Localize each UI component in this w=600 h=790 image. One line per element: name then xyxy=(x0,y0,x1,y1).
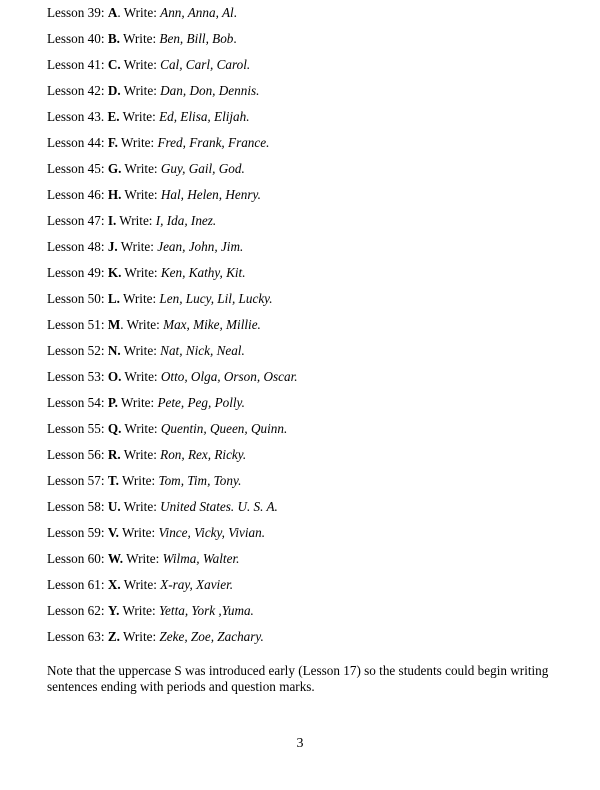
lesson-write-label: Write: xyxy=(120,57,161,72)
lesson-label: Lesson 39: xyxy=(47,5,108,20)
lesson-names: Dan, Don, Dennis. xyxy=(160,83,260,98)
lesson-label: Lesson 56: xyxy=(47,447,108,462)
lesson-line xyxy=(47,628,298,654)
lesson-letter: H. xyxy=(107,187,122,202)
lesson-label: Lesson 51: xyxy=(47,317,108,332)
lesson-names: Otto, Olga, Orson, Oscar. xyxy=(160,369,298,384)
lesson-names: Guy, Gail, God. xyxy=(160,161,245,176)
lesson-names: X-ray, Xavier. xyxy=(160,577,234,592)
lesson-line xyxy=(47,108,298,134)
lesson-label: Lesson 45: xyxy=(47,161,108,176)
lesson-write-label: Write: xyxy=(117,395,158,410)
lesson-label: Lesson 46: xyxy=(47,187,108,202)
lesson-line xyxy=(47,264,298,290)
lesson-letter: A xyxy=(107,5,118,20)
lesson-letter: N. xyxy=(107,343,121,358)
lesson-letter: E. xyxy=(107,109,120,124)
lesson-line xyxy=(47,316,298,342)
lesson-line xyxy=(47,550,298,576)
lesson-write-label: Write: xyxy=(117,135,158,150)
lesson-line xyxy=(47,160,298,186)
lesson-end: . xyxy=(233,5,237,20)
lesson-write-label: Write: xyxy=(121,265,161,280)
lesson-write-label: Write: xyxy=(118,473,159,488)
lesson-write-label: Write: xyxy=(118,525,159,540)
lesson-write-label: Write: xyxy=(119,109,160,124)
lesson-line xyxy=(47,368,298,394)
lesson-write-label: Write: xyxy=(117,239,158,254)
lesson-write-label: . Write: xyxy=(117,5,161,20)
lesson-label: Lesson 50: xyxy=(47,291,108,306)
lesson-names: Tom, Tim, Tony. xyxy=(158,473,242,488)
lesson-label: Lesson 52: xyxy=(47,343,108,358)
lesson-write-label: Write: xyxy=(119,31,160,46)
page-number: 3 xyxy=(296,736,304,751)
lesson-names: Nat, Nick, Neal. xyxy=(160,343,245,358)
lesson-write-label: Write: xyxy=(121,421,161,436)
lesson-write-label: Write: xyxy=(119,291,160,306)
lesson-line xyxy=(47,82,298,108)
lesson-letter: R. xyxy=(107,447,121,462)
lesson-names: Yetta, York ,Yuma. xyxy=(158,603,254,618)
lesson-line xyxy=(47,56,298,82)
lesson-label: Lesson 55: xyxy=(47,421,108,436)
lesson-write-label: Write: xyxy=(121,187,161,202)
lesson-write-label: Write: xyxy=(120,343,161,358)
lesson-label: Lesson 63: xyxy=(47,629,108,644)
lesson-names: Len, Lucy, Lil, Lucky. xyxy=(159,291,273,306)
lesson-letter: O. xyxy=(107,369,122,384)
lesson-write-label: Write: xyxy=(116,213,156,228)
lesson-line xyxy=(47,4,298,30)
lesson-letter: X. xyxy=(107,577,121,592)
lesson-line xyxy=(47,212,298,238)
lesson-letter: W. xyxy=(107,551,124,566)
lesson-write-label: Write: xyxy=(121,369,161,384)
lesson-letter: I. xyxy=(107,213,117,228)
lesson-names: Hal, Helen, Henry. xyxy=(160,187,261,202)
lesson-letter: G. xyxy=(107,161,122,176)
lesson-names: Ed, Elisa, Elijah. xyxy=(159,109,250,124)
lesson-line xyxy=(47,134,298,160)
lesson-label: Lesson 53: xyxy=(47,369,108,384)
lesson-label: Lesson 57: xyxy=(47,473,108,488)
lesson-label: Lesson 48: xyxy=(47,239,108,254)
lesson-names: Ron, Rex, Ricky. xyxy=(160,447,247,462)
lesson-write-label: Write: xyxy=(120,447,161,462)
lesson-end: . xyxy=(233,31,237,46)
lesson-line xyxy=(47,602,298,628)
lesson-letter: V. xyxy=(107,525,119,540)
lesson-letter: K. xyxy=(107,265,122,280)
lesson-write-label: Write: xyxy=(120,499,161,514)
lesson-names: I, Ida, Inez. xyxy=(155,213,217,228)
lesson-letter: D. xyxy=(107,83,121,98)
lesson-label: Lesson 43. xyxy=(47,109,108,124)
lesson-label: Lesson 42: xyxy=(47,83,108,98)
lesson-write-label: Write: xyxy=(121,161,161,176)
lesson-names: Ann, Anna, Al xyxy=(160,5,234,20)
lesson-label: Lesson 59: xyxy=(47,525,108,540)
lesson-line xyxy=(47,394,298,420)
lesson-names: Ben, Bill, Bob xyxy=(159,31,234,46)
lesson-label: Lesson 62: xyxy=(47,603,108,618)
note-paragraph: Note that the uppercase S was introduced early (Lesson 17) so the students could begin writing sentences ending with periods and question marks. xyxy=(47,663,549,694)
lesson-names: Pete, Peg, Polly. xyxy=(157,395,245,410)
lesson-label: Lesson 47: xyxy=(47,213,108,228)
lesson-names: Wilma, Walter. xyxy=(162,551,240,566)
lesson-letter: T. xyxy=(107,473,119,488)
lesson-letter: B. xyxy=(107,31,120,46)
lesson-write-label: Write: xyxy=(120,577,161,592)
lesson-line xyxy=(47,472,298,498)
lesson-label: Lesson 41: xyxy=(47,57,108,72)
lesson-letter: Z. xyxy=(107,629,120,644)
lesson-line xyxy=(47,238,298,264)
lesson-label: Lesson 40: xyxy=(47,31,108,46)
lesson-names: Ken, Kathy, Kit. xyxy=(160,265,246,280)
lesson-line xyxy=(47,576,298,602)
lesson-letter: F. xyxy=(107,135,118,150)
lesson-list xyxy=(47,4,298,654)
lesson-write-label: . Write: xyxy=(120,317,164,332)
lesson-line xyxy=(47,498,298,524)
lesson-names: Cal, Carl, Carol. xyxy=(160,57,251,72)
lesson-label: Lesson 58: xyxy=(47,499,108,514)
lesson-write-label: Write: xyxy=(123,551,163,566)
lesson-letter: J. xyxy=(107,239,118,254)
lesson-names: Quentin, Queen, Quinn. xyxy=(160,421,288,436)
lesson-line xyxy=(47,420,298,446)
lesson-letter: M xyxy=(107,317,121,332)
lesson-letter: U. xyxy=(107,499,121,514)
lesson-names: Zeke, Zoe, Zachary. xyxy=(159,629,264,644)
lesson-label: Lesson 60: xyxy=(47,551,108,566)
lesson-line xyxy=(47,524,298,550)
lesson-letter: Q. xyxy=(107,421,122,436)
lesson-names: Fred, Frank, France. xyxy=(157,135,270,150)
lesson-line xyxy=(47,290,298,316)
lesson-names: Vince, Vicky, Vivian. xyxy=(158,525,265,540)
lesson-label: Lesson 54: xyxy=(47,395,108,410)
lesson-names: United States. U. S. A. xyxy=(160,499,278,514)
lesson-label: Lesson 44: xyxy=(47,135,108,150)
lesson-write-label: Write: xyxy=(120,83,161,98)
lesson-write-label: Write: xyxy=(119,629,160,644)
lesson-label: Lesson 49: xyxy=(47,265,108,280)
lesson-line xyxy=(47,30,298,56)
lesson-line xyxy=(47,446,298,472)
lesson-line xyxy=(47,186,298,212)
lesson-label: Lesson 61: xyxy=(47,577,108,592)
lesson-letter: C. xyxy=(107,57,121,72)
lesson-names: Jean, John, Jim. xyxy=(157,239,244,254)
lesson-letter: Y. xyxy=(107,603,120,618)
lesson-names: Max, Mike, Millie. xyxy=(163,317,261,332)
lesson-line xyxy=(47,342,298,368)
lesson-letter: L. xyxy=(107,291,120,306)
lesson-letter: P. xyxy=(107,395,118,410)
lesson-write-label: Write: xyxy=(119,603,159,618)
